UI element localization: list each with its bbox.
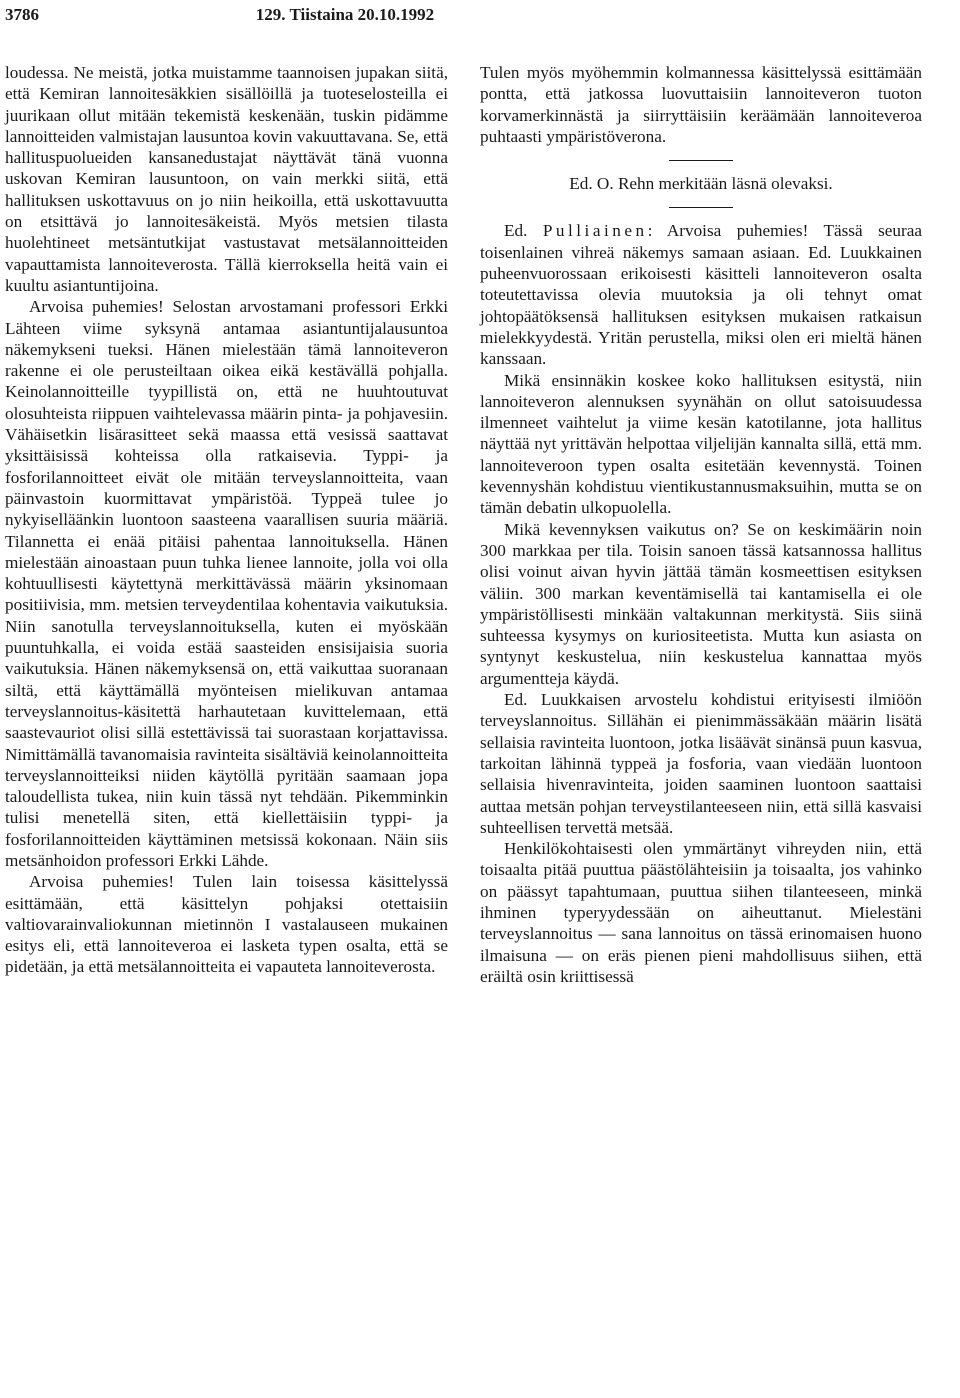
left-column: [5, 62, 448, 978]
speaker-name: Pulliainen: [542, 221, 648, 241]
left-paragraph-1: loudessa. Ne meistä, jotka muistamme taannoisen jupakan siitä, että Kemiran lannoitesäkkien sisällöillä ja tuoteselosteilla ei juurikaan ollut mitään tekemistä keskenään, tuskin pidämme lannoitteiden valmistajan lausuntoa kovin vakuuttavana. Se, että hallituspuolueiden kansanedustajat näyttävät tänä vuonna uskovan Kemiran lausuntoon, on vain merkki siitä, että hallituksen uskottavuus on jo niin heikoilla, että uskottavuutta on etsittävä jo lannoitesäkeistä. Myös metsien tilasta huolehtineet metsäntutkijat vastustavat metsälannoitteiden vapauttamista lannoiteverosta. Tällä kierroksella heitä vain ei kuultu asiantuntijoina.: [5, 63, 448, 295]
attendance-note: Ed. O. Rehn merkitään läsnä olevaksi.: [569, 174, 833, 194]
right-paragraph-4: Ed. Luukkaisen arvostelu kohdistui erityisesti ilmiöön terveyslannoitus. Sillähän ei pienimmässäkään määrin lisätä sellaisia ravinteita luontoon, jotka lisäävät sinänsä puun kasvua, tarkoitan lähinnä typpeä ja fosforia, vaan viedään luontoon sellaisia hivenravinteita, joiden saaminen luontoon saattaisi auttaa metsän pohjan terveystilanteeseen niin, että sillä kasvaisi suhteellisen tervettä metsää.: [480, 690, 922, 837]
session-date: 129. Tiistaina 20.10.1992: [255, 5, 435, 24]
section-divider-2: [669, 207, 733, 208]
right-column: [480, 62, 922, 987]
right-paragraph-2: Mikä ensinnäkin koskee koko hallituksen esitystä, niin lannoiteveron alennuksen syynähän on ollut satoisuudessa ilmenneet vaihtelut ja viime kesän katotilanne, jota hallitus näyttää nyt yrittävän helpottaa viljelijän kannalta sillä, että mm. lannoiteveroon typen osalta esitetään kevennystä. Toinen kevennyshän kohdistuu vientikustannusmaksuihin, mutta se on tämän debatin ulkopuolella.: [480, 370, 922, 518]
speaker-prefix: Ed.: [504, 221, 528, 241]
speech-intro: [480, 220, 922, 369]
left-paragraph-3: Arvoisa puhemies! Tulen lain toisessa käsittelyssä esittämään, että käsittelyn pohjaksi otettaisiin valtiovarainvaliokunnan mietinnön I vastalauseen mukainen esitys eli, että lannoiteveroa ei lasketa typen osalta, että se pidetään, ja että metsälannoitteita ei vapauteta lannoiteverosta.: [5, 872, 448, 977]
right-paragraph-3: Mikä kevennyksen vaikutus on? Se on keskimäärin noin 300 markkaa per tila. Toisin sanoen tässä katsannossa hallitus olisi voinut aivan hyvin jättää tämän kosmeettisen esityksen väliin. 300 markan keventämisellä tai kantamisella ei ole ympäristöllisesti minkään valtakunnan merkitystä. Siis siinä suhteessa kysymys on kuriositeetista. Mutta kun asiasta on syntynyt keskustelua, niin keskustelua kannattaa myös argumentteja käydä.: [480, 519, 922, 688]
left-paragraph-2: Arvoisa puhemies! Selostan arvostamani professori Erkki Lähteen viime syksynä antamaa asiantuntijalausuntoa näkemykseni tueksi. Hänen mielestään tämä lannoiteveron rakenne ei ole perusteiltaan oikea eikä kestävällä pohjalla. Keinolannoitteille tyypillistä on, että ne huuhtoutuvat olosuhteista riippuen vaihtelevassa määrin pinta- ja pohjavesiin. Vähäisetkin lisärasitteet sekä maassa että vesissä saattavat yksittäisissä kohteissa olla ratkaisevia. Typpi- ja fosforilannoitteet eivät ole mitään terveyslannoitteita, vaan päinvastoin kuormittavat ympäristöä. Typpeä tulee jo nykyiselläänkin luontoon saasteena vaarallisen suuria määriä. Tilannetta ei enää pitäisi pahentaa lannoituksella. Hänen mielestään ainoastaan puun tuhka lienee lannoite, jolla voi olla kohtuullisesti käytettynä merkittävässä määrin yksinomaan positiivisia, mm. metsien terveydentilaa kohentavia vaikutuksia. Niin sanotulla terveyslannoituksella, kuten ei myöskään puuntuhkalla, ei voida estää saasteiden ensisijaisia suoria vaikutuksia. Hänen näkemyksensä on, että vaikuttaa suoranaan siltä, että käyttämällä myönteisen mielikuvan antamaa terveyslannoitus-käsitettä harhautetaan kuvittelemaan, että saastevauriot olisi sillä estettävissä tai suorastaan korjattavissa. Nimittämällä tavanomaisia ravinteita sisältäviä keinolannoitteita terveyslannoitteiksi niiden käytöllä pyritään saamaan jopa taloudellista tukea, niin kuin tässä nyt tehdään. Pikemminkin tulisi menetellä siten, että kiellettäisiin typpi- ja fosforilannoitteiden käyttäminen metsissä kokonaan. Näin siis metsänhoidon professori Erkki Lähde.: [5, 297, 448, 870]
section-divider-1: [669, 160, 733, 161]
right-paragraph-5: Henkilökohtaisesti olen ymmärtänyt vihreyden niin, että toisaalta pitää puuttua päästölähteisiin ja toisaalta, jos vahinko on päässyt tapahtumaan, puuttua siihen tilanteeseen, minkä ihminen typeryydessään on aiheuttanut. Mielestäni terveyslannoitus — sana lannoitus on tässä erinomaisen huono ilmaisuna — on eräs pienen pieni mahdollisuus siihen, että eräiltä osin kriittisessä: [480, 839, 922, 986]
page-header: [0, 5, 960, 31]
page-number: 3786: [5, 5, 39, 24]
speech-opening: : Arvoisa puhemies! Tässä seuraa toisenlainen vihreä näkemys samaan asiaan. Ed. Luukkainen puheenvuorossaan erikoisesti käsitteli lannoiteveron osalta toteutettavissa olevia muutoksia ja oli tehnyt omat johtopäätöksensä hallituksen esityksen mukaisen ratkaisun mielekkyydestä. Yritän perustella, miksi olen eri mieltä hänen kanssaan.: [480, 221, 922, 369]
right-paragraph-1: Tulen myös myöhemmin kolmannessa käsittelyssä esittämään pontta, että jatkossa luovuttaisiin lannoiteveron tuoton korvamerkinnästä ja siirryttäisiin keräämään lannoiteveroa puhtaasti ympäristöverona.: [480, 63, 922, 146]
